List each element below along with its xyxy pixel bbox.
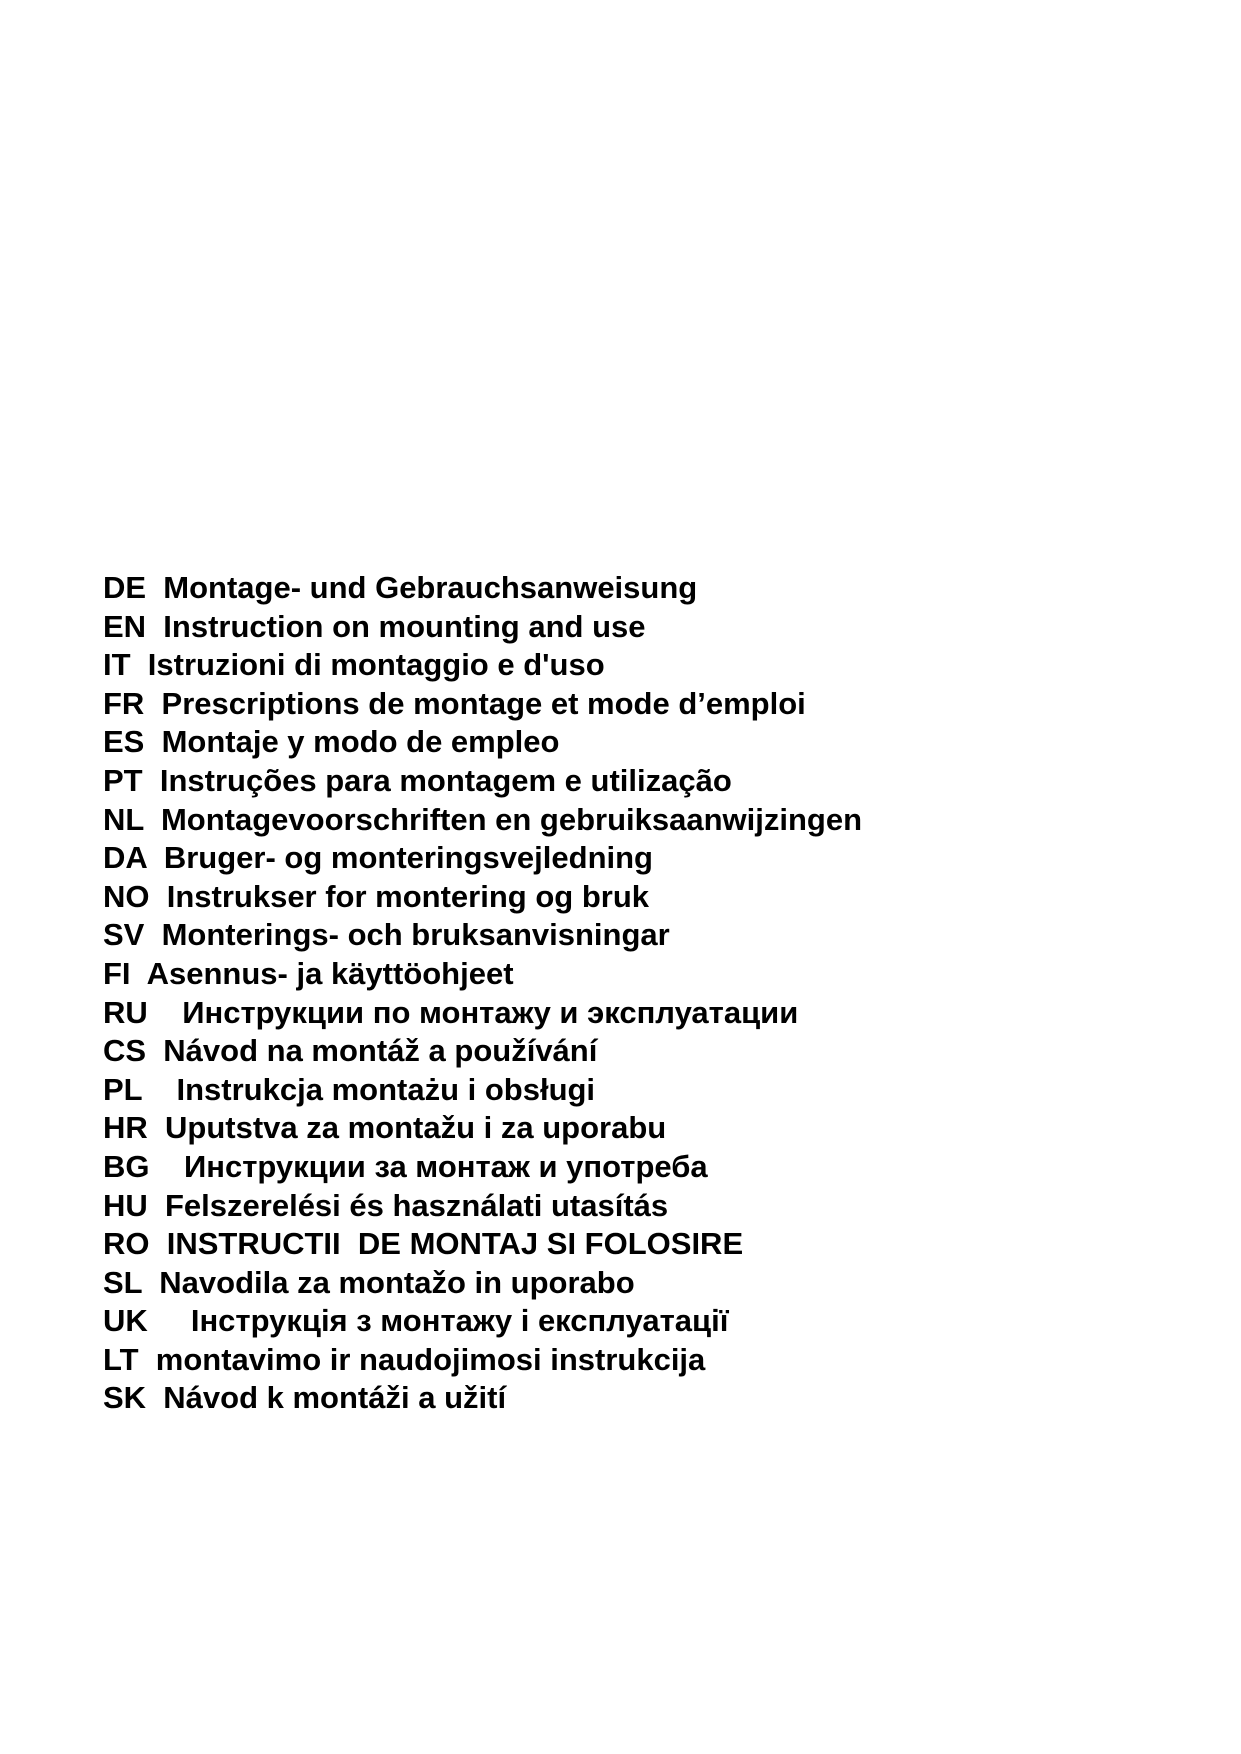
language-item-no: NO Instrukser for montering og bruk	[103, 878, 649, 914]
language-item-en: EN Instruction on mounting and use	[103, 608, 646, 644]
language-item-ru: RU Инструкции по монтажу и эксплуатации	[103, 994, 799, 1030]
language-item-it: IT Istruzioni di montaggio e d'uso	[103, 647, 605, 683]
language-item-da: DA Bruger- og monteringsvejledning	[103, 840, 653, 876]
language-item-pt: PT Instruções para montagem e utilização	[103, 762, 732, 798]
language-item-sl: SL Navodila za montažo in uporabo	[103, 1264, 635, 1300]
language-item-de: DE Montage- und Gebrauchsanweisung	[103, 570, 698, 605]
language-item-es: ES Montaje y modo de empleo	[103, 724, 560, 760]
language-item-fi: FI Asennus- ja käyttöohjeet	[103, 955, 514, 991]
language-item-hu: HU Felszerelési és használati utasítás	[103, 1187, 669, 1223]
language-item-fr: FR Prescriptions de montage et mode d’emploi	[103, 685, 806, 721]
language-item-ro: RO INSTRUCTII DE MONTAJ SI FOLOSIRE	[103, 1226, 744, 1262]
language-item-nl: NL Montagevoorschriften en gebruiksaanwijzingen	[103, 801, 863, 837]
language-item-lt: LT montavimo ir naudojimosi instrukcija	[103, 1341, 706, 1377]
language-item-pl: PL Instrukcja montażu i obsługi	[103, 1071, 596, 1107]
language-item-cs: CS Návod na montáž a používání	[103, 1033, 598, 1069]
language-item-uk: UK Інструкція з монтажу і експлуатації	[103, 1303, 729, 1339]
language-item-hr: HR Uputstva za montažu i za uporabu	[103, 1110, 667, 1146]
language-item-sk: SK Návod k montáži a užití	[103, 1380, 507, 1416]
language-item-bg: BG Инструкции за монтаж и употреба	[103, 1148, 708, 1184]
language-item-sv: SV Monterings- och bruksanvisningar	[103, 917, 670, 953]
language-instruction-list	[103, 569, 862, 1418]
